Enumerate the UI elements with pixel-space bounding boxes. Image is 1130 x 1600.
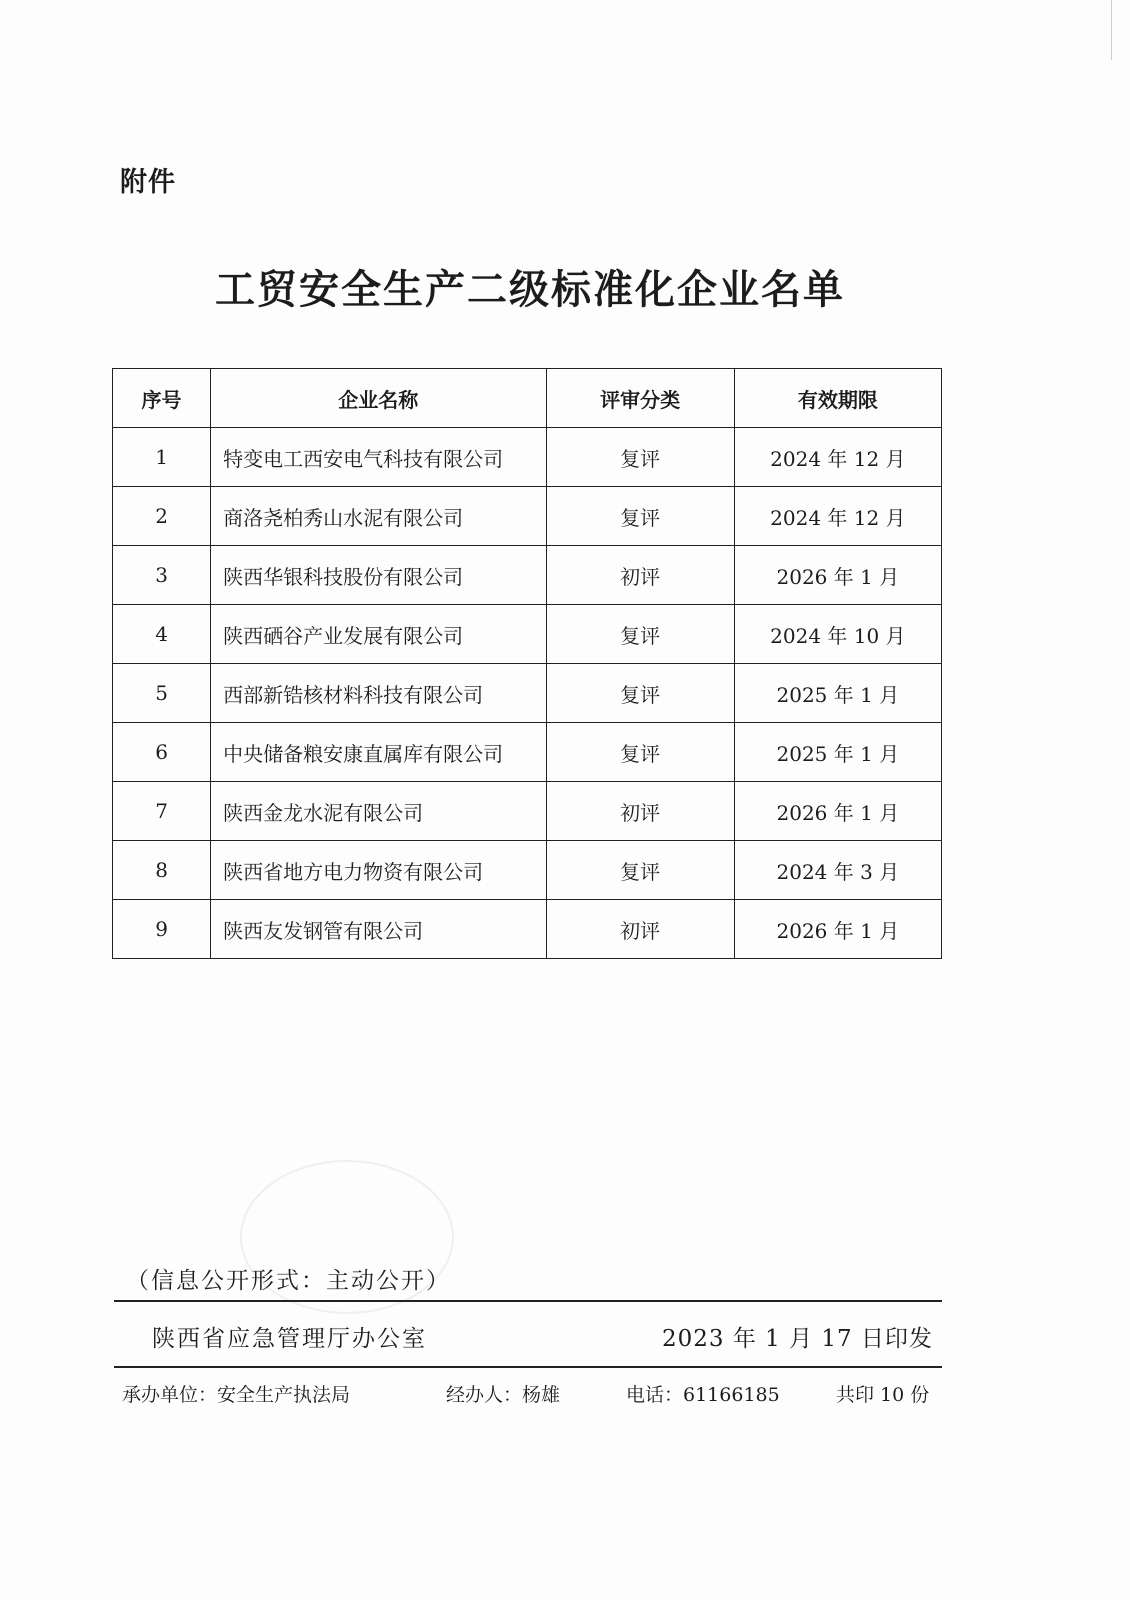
column-header-review-category: 评审分类 (546, 369, 734, 428)
undertaking-unit: 承办单位：安全生产执法局 (122, 1384, 351, 1406)
table-row (113, 841, 942, 900)
validity-period: 2024 年 10 月 (734, 605, 941, 664)
row-number: 2 (113, 487, 211, 546)
table-row (113, 546, 942, 605)
page-edge-line (1111, 0, 1112, 60)
row-number: 6 (113, 723, 211, 782)
validity-period: 2025 年 1 月 (734, 723, 941, 782)
enterprise-name: 商洛尧柏秀山水泥有限公司 (211, 487, 546, 546)
enterprise-name: 陕西省地方电力物资有限公司 (211, 841, 546, 900)
validity-period: 2026 年 1 月 (734, 900, 941, 959)
validity-period: 2026 年 1 月 (734, 546, 941, 605)
row-number: 4 (113, 605, 211, 664)
validity-period: 2024 年 3 月 (734, 841, 941, 900)
validity-period: 2025 年 1 月 (734, 664, 941, 723)
table-row (113, 782, 942, 841)
phone-number: 电话：61166185 (626, 1384, 780, 1406)
enterprise-name: 西部新锆核材料科技有限公司 (211, 664, 546, 723)
issue-date: 2023 年 1 月 17 日印发 (662, 1326, 933, 1352)
table-row (113, 428, 942, 487)
enterprise-name: 陕西硒谷产业发展有限公司 (211, 605, 546, 664)
table-header-row (113, 369, 942, 428)
review-category: 初评 (546, 782, 734, 841)
row-number: 8 (113, 841, 211, 900)
review-category: 初评 (546, 900, 734, 959)
document-title: 工贸安全生产二级标准化企业名单 (215, 266, 845, 313)
row-number: 5 (113, 664, 211, 723)
column-header-enterprise-name: 企业名称 (211, 369, 546, 428)
divider-line (114, 1366, 942, 1368)
copies-count: 共印 10 份 (836, 1384, 930, 1406)
row-number: 3 (113, 546, 211, 605)
review-category: 复评 (546, 664, 734, 723)
table-row (113, 487, 942, 546)
row-number: 9 (113, 900, 211, 959)
row-number: 1 (113, 428, 211, 487)
enterprise-name: 陕西华银科技股份有限公司 (211, 546, 546, 605)
enterprise-name: 中央储备粮安康直属库有限公司 (211, 723, 546, 782)
table-row (113, 605, 942, 664)
enterprise-name: 陕西金龙水泥有限公司 (211, 782, 546, 841)
table-row (113, 723, 942, 782)
column-header-validity: 有效期限 (734, 369, 941, 428)
review-category: 复评 (546, 605, 734, 664)
table-row (113, 900, 942, 959)
review-category: 复评 (546, 841, 734, 900)
validity-period: 2026 年 1 月 (734, 782, 941, 841)
divider-line (114, 1300, 942, 1302)
table-row (113, 664, 942, 723)
review-category: 初评 (546, 546, 734, 605)
enterprise-list-table (112, 368, 942, 959)
review-category: 复评 (546, 723, 734, 782)
review-category: 复评 (546, 428, 734, 487)
row-number: 7 (113, 782, 211, 841)
attachment-label: 附件 (120, 167, 176, 198)
issuing-office: 陕西省应急管理厅办公室 (152, 1326, 427, 1352)
disclosure-note: （信息公开形式：主动公开） (126, 1268, 451, 1294)
validity-period: 2024 年 12 月 (734, 428, 941, 487)
validity-period: 2024 年 12 月 (734, 487, 941, 546)
handler: 经办人：杨雄 (446, 1384, 561, 1406)
enterprise-name: 陕西友发钢管有限公司 (211, 900, 546, 959)
column-header-number: 序号 (113, 369, 211, 428)
enterprise-name: 特变电工西安电气科技有限公司 (211, 428, 546, 487)
review-category: 复评 (546, 487, 734, 546)
